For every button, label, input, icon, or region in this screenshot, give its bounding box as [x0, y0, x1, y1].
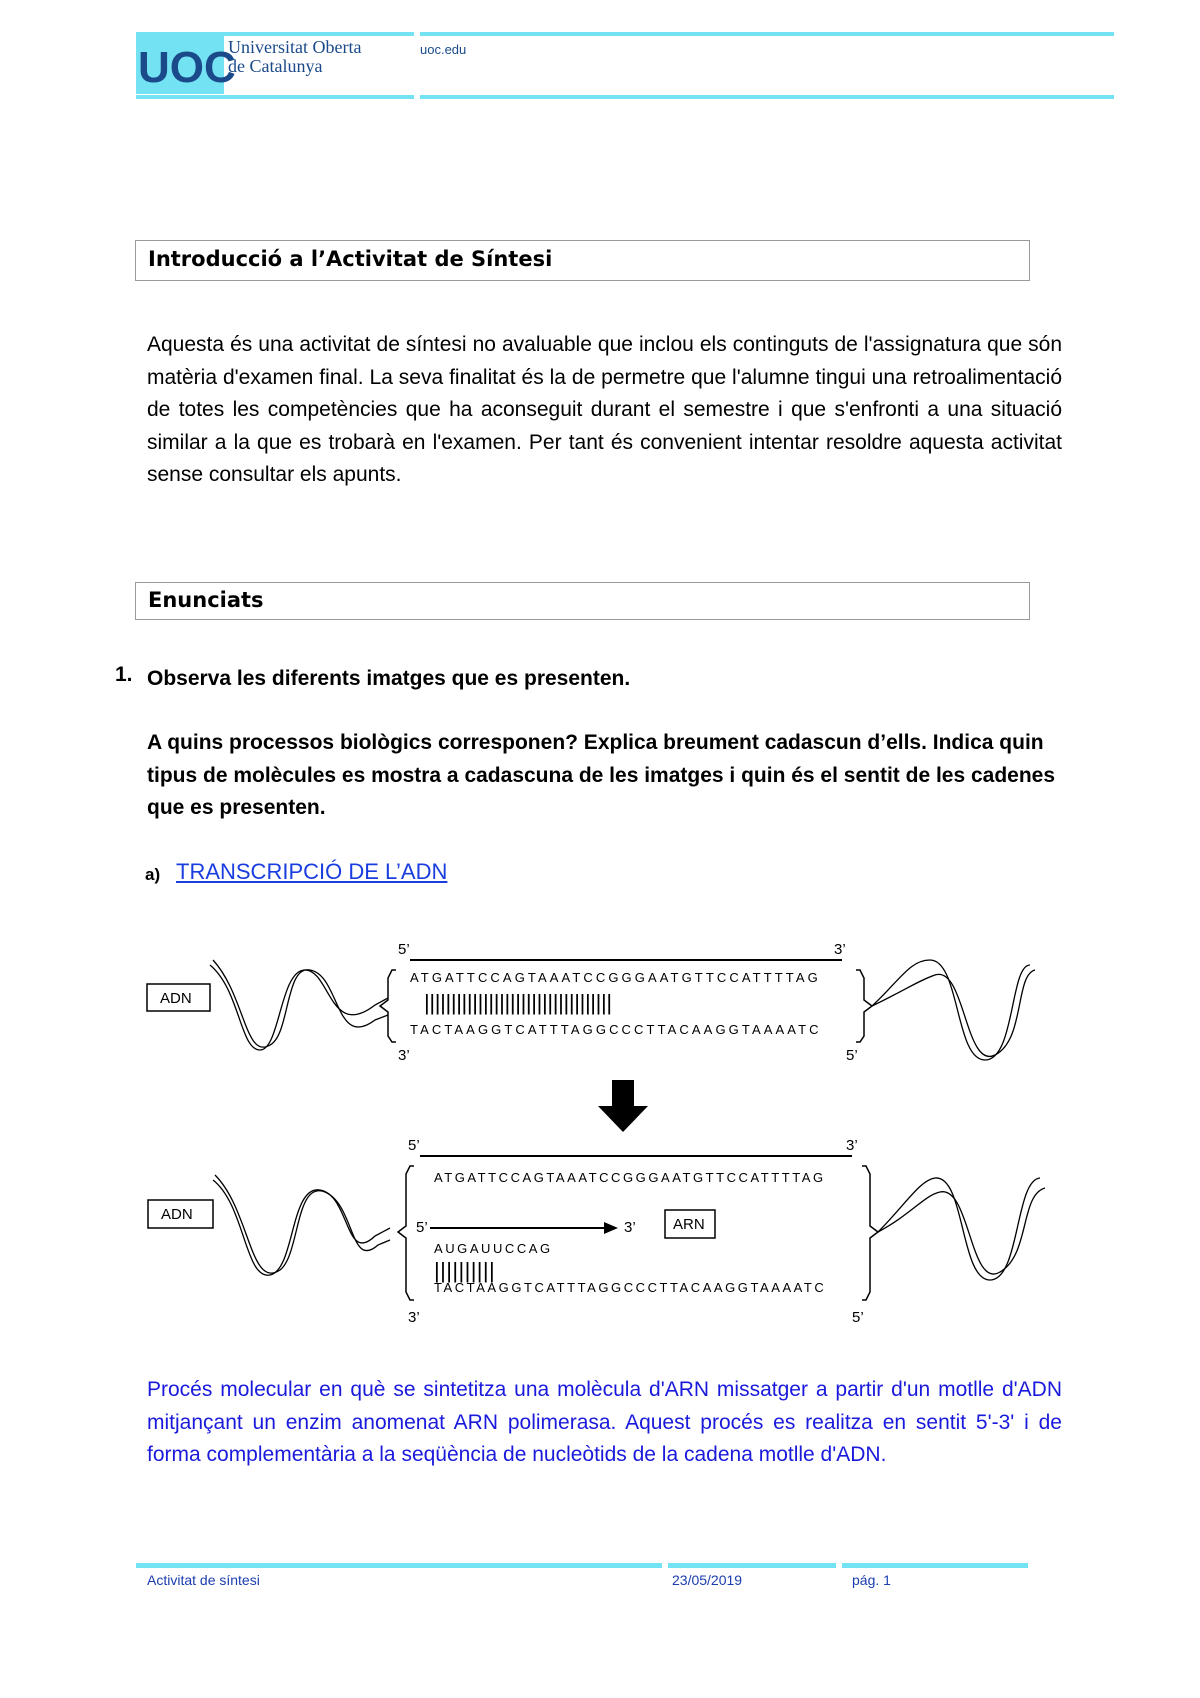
end-3-bottom-b: 3’	[408, 1309, 420, 1326]
end-5-top: 5’	[398, 941, 410, 958]
bracket-right-top	[856, 970, 872, 1042]
end-5-top-b: 5’	[408, 1137, 420, 1154]
dna-diagram-bottom	[148, 1137, 1045, 1326]
rna-bonds: ||||||||||	[434, 1258, 496, 1283]
footer-page: pág. 1	[852, 1572, 891, 1588]
adn-label-bottom: ADN	[161, 1206, 193, 1223]
university-url[interactable]: uoc.edu	[420, 42, 467, 57]
strand-top-seq: ATGATTCCAGTAAATCCGGGAATGTTCCATTTTAG	[410, 970, 821, 985]
intro-title: Introducció a l’Activitat de Síntesi	[148, 247, 553, 271]
bracket-left-top	[380, 970, 396, 1042]
part-a-title[interactable]: TRANSCRIPCIÓ DE L’ADN	[176, 859, 448, 884]
rna-end-5: 5’	[416, 1219, 428, 1236]
question-1-line: Observa les diferents imatges que es presenten.	[147, 667, 631, 690]
helix-left-bottom-2	[215, 1175, 390, 1273]
bracket-right-bottom	[862, 1166, 878, 1300]
transcription-figure	[0, 920, 1200, 1326]
helix-left-top-1	[210, 965, 388, 1050]
question-1-detail: A quins processos biològics corresponen? Explica breument cadascun d’ells. Indica quin tipus de molècules es mostra a cadascuna de les imatges i quin és el sentit de les cadenes que es presenten.	[147, 731, 1056, 819]
rna-strand-seq: AUGAUUCCAG	[434, 1241, 553, 1256]
bracket-left-bottom	[398, 1166, 414, 1300]
end-5-bottom-b: 5’	[852, 1309, 864, 1326]
strand-top-seq-b: ATGATTCCAGTAAATCCGGGAATGTTCCATTTTAG	[434, 1170, 826, 1185]
helix-left-top-2	[213, 960, 388, 1047]
rna-end-3: 3’	[624, 1219, 636, 1236]
logo-mark: UOC	[138, 43, 236, 92]
statements-title-box	[135, 582, 1030, 620]
header-bar-right-bottom	[420, 95, 1114, 99]
uoc-logo-icon	[136, 34, 236, 94]
university-line-1: Universitat Oberta	[228, 37, 362, 57]
adn-label-top: ADN	[160, 990, 192, 1007]
footer-bar-middle	[668, 1563, 836, 1568]
rna-arrow-head-icon	[604, 1222, 618, 1234]
bonds-top: |||||||||||||||||||||||||||||||||||	[424, 990, 612, 1015]
strand-bottom-seq: TACTAAGGTCATTTAGGCCCTTACAAGGTAAAATC	[410, 1022, 822, 1037]
helix-right-bottom-2	[878, 1188, 1045, 1274]
question-number: 1.	[115, 663, 133, 686]
end-3-top: 3’	[834, 941, 846, 958]
university-line-2: de Catalunya	[228, 56, 323, 76]
end-3-top-b: 3’	[846, 1137, 858, 1154]
university-name	[228, 38, 361, 76]
strand-bottom-seq-b: TACTAAGGTCATTTAGGCCCTTACAAGGTAAAATC	[434, 1280, 827, 1295]
footer-bar-right	[842, 1563, 1028, 1568]
dna-diagram-top	[147, 941, 1035, 1064]
intro-paragraph: Aquesta és una activitat de síntesi no avaluable que inclou els continguts de l'assignatura que són matèria d'examen final. La seva finalitat és la de permetre que l'alumne tingui una retroalimentació de totes les competències que ha aconseguit durant el semestre i que s'enfronti a una situació similar a la que es trobarà en l'examen. Per tant és convenient intentar resoldre aquesta activitat sense consultar els apunts.	[147, 333, 1062, 486]
end-5-bottom: 5’	[846, 1047, 858, 1064]
answer-a: Procés molecular en què se sintetitza una molècula d'ARN missatger a partir d'un motlle d'ADN mitjançant un enzim anomenat ARN polimerasa. Aquest procés es realitza en sentit 5'-3' i de forma complementària a la seqüència de nucleòtids de la cadena motlle d'ADN.	[147, 1378, 1062, 1466]
footer-bar-left	[136, 1563, 662, 1568]
arn-label: ARN	[673, 1216, 705, 1233]
helix-right-bottom-1	[878, 1178, 1040, 1280]
down-arrow-icon	[598, 1080, 648, 1132]
footer-doc-name: Activitat de síntesi	[147, 1572, 260, 1588]
footer-date: 23/05/2019	[672, 1572, 743, 1588]
statements-title: Enunciats	[148, 588, 264, 612]
header-bar-left-bottom	[136, 95, 414, 99]
end-3-bottom: 3’	[398, 1047, 410, 1064]
header-bar-right	[420, 32, 1114, 36]
helix-left-bottom-1	[213, 1180, 390, 1275]
part-a-label: a)	[145, 865, 161, 884]
intro-title-box	[135, 240, 1030, 281]
